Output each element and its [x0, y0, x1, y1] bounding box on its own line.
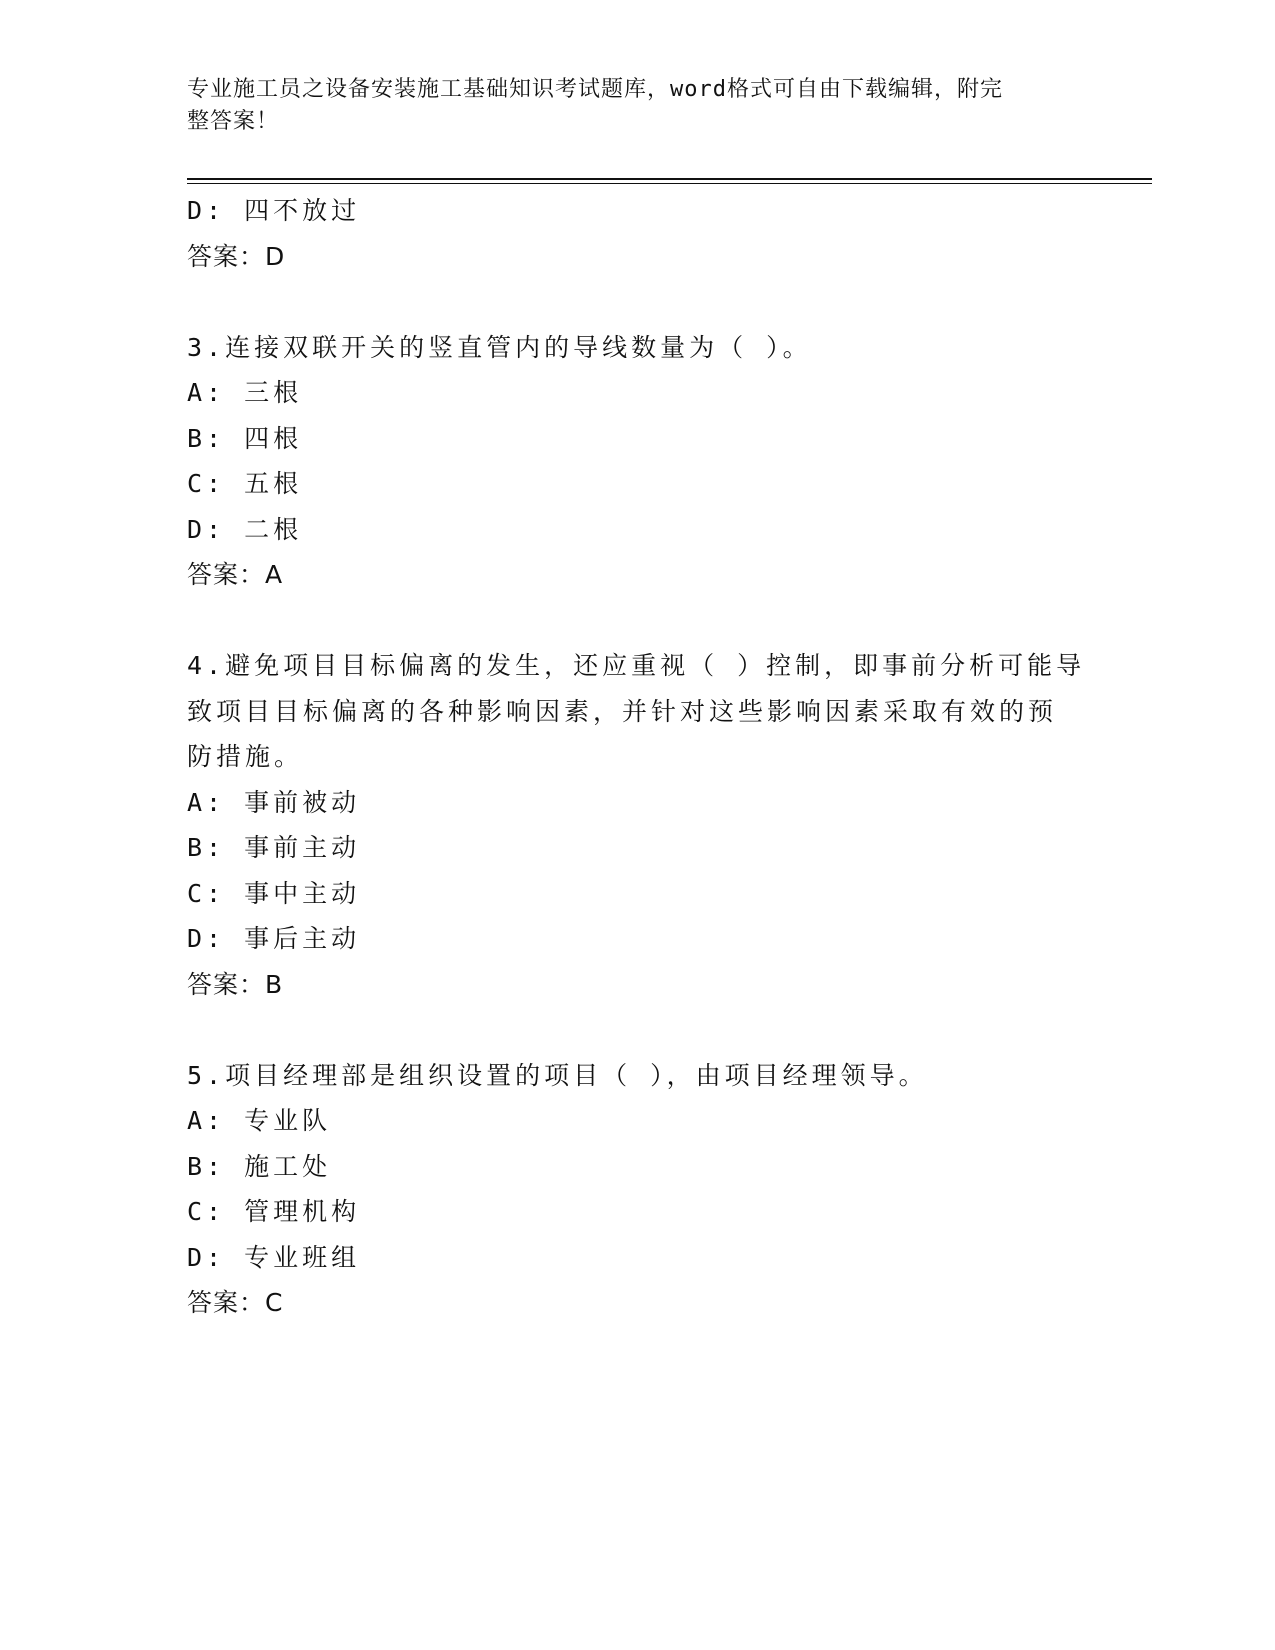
question-stem: 5.项目经理部是组织设置的项目（ ），由项目经理领导。 [187, 1060, 928, 1090]
previous-option-d: D: 四不放过 [187, 196, 361, 225]
question-list [187, 188, 1087, 1326]
answer: 答案：C [187, 1288, 284, 1317]
option-d: D: 二根 [187, 514, 303, 544]
option-b: B: 事前主动 [187, 833, 361, 862]
option-a: A: 专业队 [187, 1106, 332, 1135]
answer: 答案：B [187, 969, 284, 999]
header-divider-thick [187, 178, 1152, 180]
option-b: B: 施工处 [187, 1151, 332, 1181]
document-header [187, 74, 1067, 138]
spacer [187, 1007, 1087, 1053]
question-4 [187, 643, 1087, 1007]
question-stem-line-1: 4.避免项目目标偏离的发生，还应重视（ ）控制，即事前分析可能导 [187, 651, 1086, 680]
question-stem-line-2: 致项目目标偏离的各种影响因素，并针对这些影响因素采取有效的预 [187, 696, 1058, 726]
previous-answer: 答案：D [187, 241, 286, 271]
option-a: A: 三根 [187, 378, 303, 407]
option-c: C: 五根 [187, 469, 303, 498]
spacer [187, 279, 1087, 325]
header-line-2: 整答案！ [187, 109, 280, 134]
option-d: D: 专业班组 [187, 1242, 361, 1272]
header-line-1: 专业施工员之设备安装施工基础知识考试题库，word格式可自由下载编辑，附完 [187, 77, 1003, 102]
option-a: A: 事前被动 [187, 787, 361, 817]
question-3 [187, 325, 1087, 598]
answer: 答案：A [187, 560, 284, 589]
option-b: B: 四根 [187, 423, 303, 453]
question-stem-line-3: 防措施。 [187, 742, 304, 771]
option-c: C: 事中主动 [187, 878, 361, 908]
option-d: D: 事后主动 [187, 924, 361, 953]
spacer [187, 598, 1087, 644]
question-5 [187, 1053, 1087, 1326]
question-stem: 3.连接双联开关的竖直管内的导线数量为（ ）。 [187, 332, 812, 362]
option-c: C: 管理机构 [187, 1197, 361, 1226]
header-divider-thin [187, 183, 1152, 184]
